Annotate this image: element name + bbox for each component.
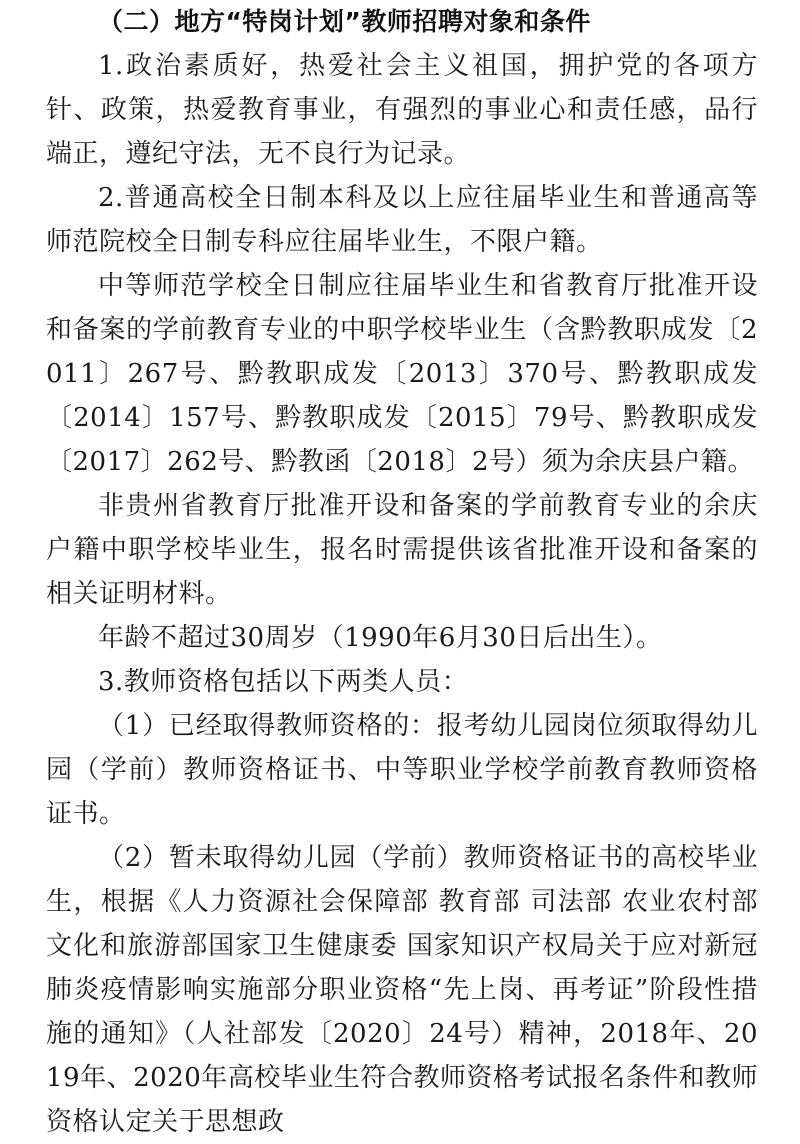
document-page xyxy=(46,0,758,1137)
section-heading: （二）地方“特岗计划”教师招聘对象和条件 xyxy=(98,7,591,36)
paragraph-secondary-normal: 中等师范学校全日制应往届毕业生和省教育厅批准开设和备案的学前教育专业的中职学校毕业生（含黔教职成发〔2011〕267号、黔教职成发〔2013〕370号、黔教职成发〔2014〕157号、黔教职成发〔2015〕79号、黔教职成发〔2017〕262号、黔教函〔2018〕2号）须为余庆县户籍。 xyxy=(46,271,758,477)
paragraph-age-limit: 年龄不超过30周岁（1990年6月30日后出生）。 xyxy=(98,623,663,653)
paragraph-graduates: 2.普通高校全日制本科及以上应往届毕业生和普通高等师范院校全日制专科应往届毕业生，不限户籍。 xyxy=(46,183,758,257)
paragraph-not-yet-qualified: （2）暂未取得幼儿园（学前）教师资格证书的高校毕业生，根据《人力资源社会保障部 教育部 司法部 农业农村部文化和旅游部国家卫生健康委 国家知识产权局关于应对新冠肺炎疫情影响实施部分职业资格“先上岗、再考证”阶段性措施的通知》（人社部发〔2020〕24号）精神，2018年、2019年、2020年高校毕业生符合教师资格考试报名条件和教师资格认定关于思想政 xyxy=(46,843,758,1137)
paragraph-qualified: （1）已经取得教师资格的：报考幼儿园岗位须取得幼儿园（学前）教师资格证书、中等职业学校学前教育教师资格证书。 xyxy=(46,711,758,829)
paragraph-qualification-types: 3.教师资格包括以下两类人员： xyxy=(98,667,469,697)
paragraph-political-quality: 1.政治素质好，热爱社会主义祖国，拥护党的各项方针、政策，热爱教育事业，有强烈的事业心和责任感，品行端正，遵纪守法，无不良行为记录。 xyxy=(46,51,758,169)
paragraph-non-guizhou: 非贵州省教育厅批准开设和备案的学前教育专业的余庆户籍中职学校毕业生，报名时需提供该省批准开设和备案的相关证明材料。 xyxy=(46,491,758,609)
